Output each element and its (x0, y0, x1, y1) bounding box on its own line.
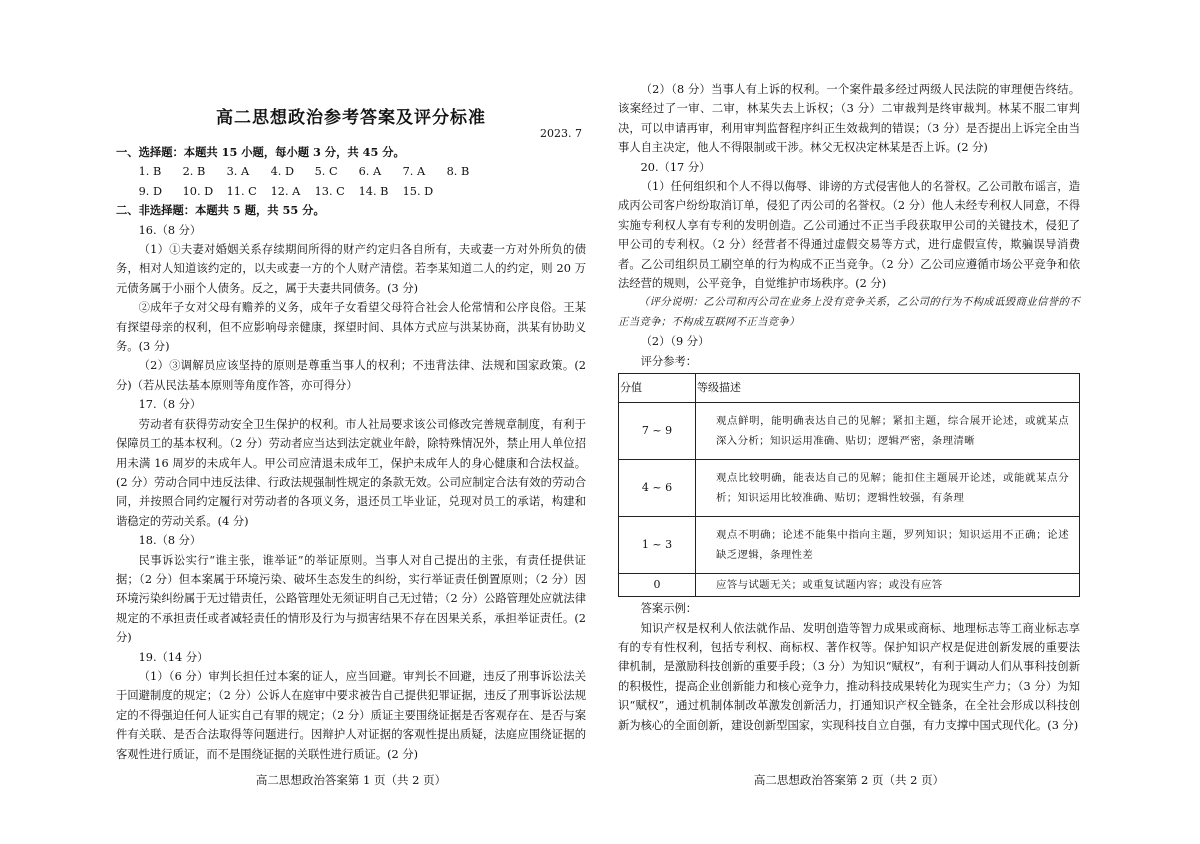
mcq-answer: 8. B (446, 165, 470, 179)
answer-paragraph: （2）③调解员应该坚持的原则是尊重当事人的权利；不违背法律、法规和国家政策。(2 分)（若从民法基本原则等角度作答，亦可得分） (116, 359, 586, 392)
mcq-answer: 7. A (402, 165, 426, 179)
header-score: 分值 (619, 374, 696, 403)
page-2-content (618, 80, 1080, 735)
score-range: 0 (619, 574, 696, 597)
question-label: 19.（14 分） (138, 650, 209, 664)
mcq-answer: 5. C (314, 165, 338, 179)
answer-paragraph: （1）（6 分）审判长担任过本案的证人，应当回避。审判长不回避，违反了刑事诉讼法关于回避制度的规定；（2 分）公诉人在庭审中要求被告自己提供犯罪证据，违反了刑事诉讼法规定的不得强迫任何人证实自己有罪的规定；（2 分）质证主要围绕证据是否客观存在、是否与案件有关联、是否合法取得等问题进行。因辩护人对证据的客观性提出质疑，法庭应围绕证据的客观性进行质证，而不是围绕证据的关联性进行质证。(2 分) (116, 669, 586, 761)
mcq-answer: 2. B (182, 165, 206, 179)
question-label: 16.（8 分） (138, 223, 202, 237)
answer-paragraph: 劳动者有获得劳动安全卫生保护的权利。市人社局要求该公司修改完善规章制度，有利于保障员工的基本权利。（2 分）劳动者应当达到法定就业年龄，除特殊情况外，禁止用人单位招用未满 16 周岁的未成年人。甲公司应清退未成年工，保护未成年人的身心健康和合法权益。(2 分）劳动合同中违反法律、行政法规强制性规定的条款无效。公司应制定合法有效的劳动合同，并按照合同约定履行对劳动者的各项义务，退还员工毕业证，兑现对员工的承诺，构建和谐稳定的劳动关系。(4 分) (116, 417, 586, 528)
score-range: 7 ~ 9 (619, 403, 696, 460)
level-description: 观点不明确；论述不能集中指向主题，罗列知识；知识运用不正确；论述缺乏逻辑，条理性差 (696, 517, 1080, 574)
table-row (619, 460, 1080, 517)
section-2-heading: 二、非选择题：本题共 5 题，共 55 分。 (116, 203, 325, 218)
answer-paragraph: （1）任何组织和个人不得以侮辱、诽谤的方式侵害他人的名誉权。乙公司散布谣言，造成丙公司客户纷纷取消订单，侵犯了丙公司的名誉权。（2 分）他人未经专利权人同意，不得实施专利权人享有专利的发明创造。乙公司通过不正当手段获取甲公司的关键技术，侵犯了甲公司的专利权。（2 分）经营者不得通过虚假交易等方式，进行虚假宣传，欺骗误导消费者。乙公司组织员工刷空单的行为构成不正当竞争。（2 分）乙公司应遵循市场公平竞争和依法经营的规则，公平竞争，自觉维护市场秩序。(2 分) (618, 180, 1080, 291)
table-row (619, 517, 1080, 574)
answer-paragraph: ②成年子女对父母有赡养的义务，成年子女看望父母符合社会人伦常情和公序良俗。王某有探望母亲的权利，但不应影响母亲健康，探望时间、具体方式应与洪某协商，洪某有协助义务。(3 分) (116, 301, 586, 354)
section-1-heading: 一、选择题：本题共 15 小题，每小题 3 分，共 45 分。 (116, 145, 405, 159)
question-label: 20.（17 分） (640, 160, 711, 174)
answer-paragraph: （1）①夫妻对婚姻关系存续期间所得的财产约定归各自所有，夫或妻一方对外所负的债务，相对人知道该约定的，以夫或妻一方的个人财产清偿。若李某知道二人的约定，则 20 万元债务属于小丽个人债务。反之，属于夫妻共同债务。(3 分) (116, 243, 586, 295)
score-range: 1 ~ 3 (619, 517, 696, 574)
mcq-answer: 4. D (270, 165, 295, 179)
page-footer: 高二思想政治答案第 1 页（共 2 页） (255, 773, 447, 787)
grading-table-header (619, 374, 1080, 403)
answer-page-2 (618, 0, 1080, 844)
header-description: 等级描述 (696, 374, 1080, 403)
score-range: 4 ~ 6 (619, 460, 696, 517)
exam-date: 2023. 7 (540, 127, 582, 140)
mcq-answer: 12. A (270, 184, 301, 198)
answer-page-1 (116, 0, 586, 844)
question-label: 17.（8 分） (138, 398, 202, 412)
mcq-answer: 10. D (182, 184, 214, 198)
answer-paragraph: 民事诉讼实行“谁主张，谁举证”的举证原则。当事人对自己提出的主张，有责任提供证据；（2 分）但本案属于环境污染、破坏生态发生的纠纷，实行举证责任倒置原则；（2 分）因环境污染纠纷属于无过错责任，公路管理处无须证明自己无过错；（2 分）公路管理处应就法律规定的不承担责任或者减轻责任的情形及行为与损害结果不存在因果关系，承担举证责任。(2 分) (116, 553, 586, 645)
mcq-answer: 11. C (226, 184, 257, 198)
level-description: 应答与试题无关；或重复试题内容；或没有应答 (696, 574, 1080, 597)
grading-label: 评分参考： (640, 354, 698, 368)
mcq-answer: 13. C (314, 184, 345, 198)
mcq-answer: 14. B (358, 184, 389, 198)
page-footer: 高二思想政治答案第 2 页（共 2 页） (753, 773, 945, 787)
table-row (619, 403, 1080, 460)
mcq-answer: 3. A (226, 165, 250, 179)
level-description: 观点鲜明，能明确表达自己的见解；紧扣主题，综合展开论述，或就某点深入分析；知识运用准确、贴切；逻辑严密，条理清晰 (696, 403, 1080, 460)
grading-table (618, 373, 1080, 597)
page-1-content (116, 143, 586, 764)
table-row (619, 574, 1080, 597)
mcq-answers-row-2 (116, 182, 586, 201)
level-description: 观点比较明确，能表达自己的见解；能扣住主题展开论述，或能就某点分析；知识运用比较准确、贴切；逻辑性较强，有条理 (696, 460, 1080, 517)
mcq-answer: 6. A (358, 165, 382, 179)
mcq-answer: 1. B (138, 165, 162, 179)
mcq-answers-row-1 (116, 162, 586, 181)
answer-example-label: 答案示例： (640, 602, 698, 616)
answer-example-text: 知识产权是权利人依法就作品、发明创造等智力成果或商标、地理标志等工商业标志享有的专有性权利，包括专利权、商标权、著作权等。保护知识产权是促进创新发展的重要法律机制，是激励科技创新的重要手段；（3 分）为知识“赋权”，有利于调动人们从事科技创新的积极性，提高企业创新能力和核心竞争力，推动科技成果转化为现实生产力；（3 分）为知识“赋权”，通过机制体制改革激发创新活力，打通知识产权全链条，在全社会形成以科技创新为核心的全面创新，建设创新型国家，实现科技自立自强，有力支撑中国式现代化。(3 分) (618, 621, 1080, 732)
scoring-note: （评分说明：乙公司和丙公司在业务上没有竞争关系，乙公司的行为不构成诋毁商业信誉的不正当竞争；不构成互联网不正当竞争） (618, 296, 1080, 328)
question-label: （2）（9 分） (640, 335, 710, 349)
mcq-answer: 15. D (402, 184, 434, 198)
mcq-answer: 9. D (138, 184, 163, 198)
answer-paragraph: （2）（8 分）当事人有上诉的权利。一个案件最多经过两级人民法院的审理便告终结。该案经过了一审、二审，林某失去上诉权；（3 分）二审裁判是终审裁判。林某不服二审判决，可以申请再审，利用审判监督程序纠正生效裁判的错误；（3 分）是否提出上诉完全由当事人自主决定，他人不得限制或干涉。林父无权决定林某是否上诉。(2 分) (618, 83, 1080, 155)
page-title: 高二思想政治参考答案及评分标准 (216, 108, 486, 128)
question-label: 18.（8 分） (138, 534, 202, 548)
